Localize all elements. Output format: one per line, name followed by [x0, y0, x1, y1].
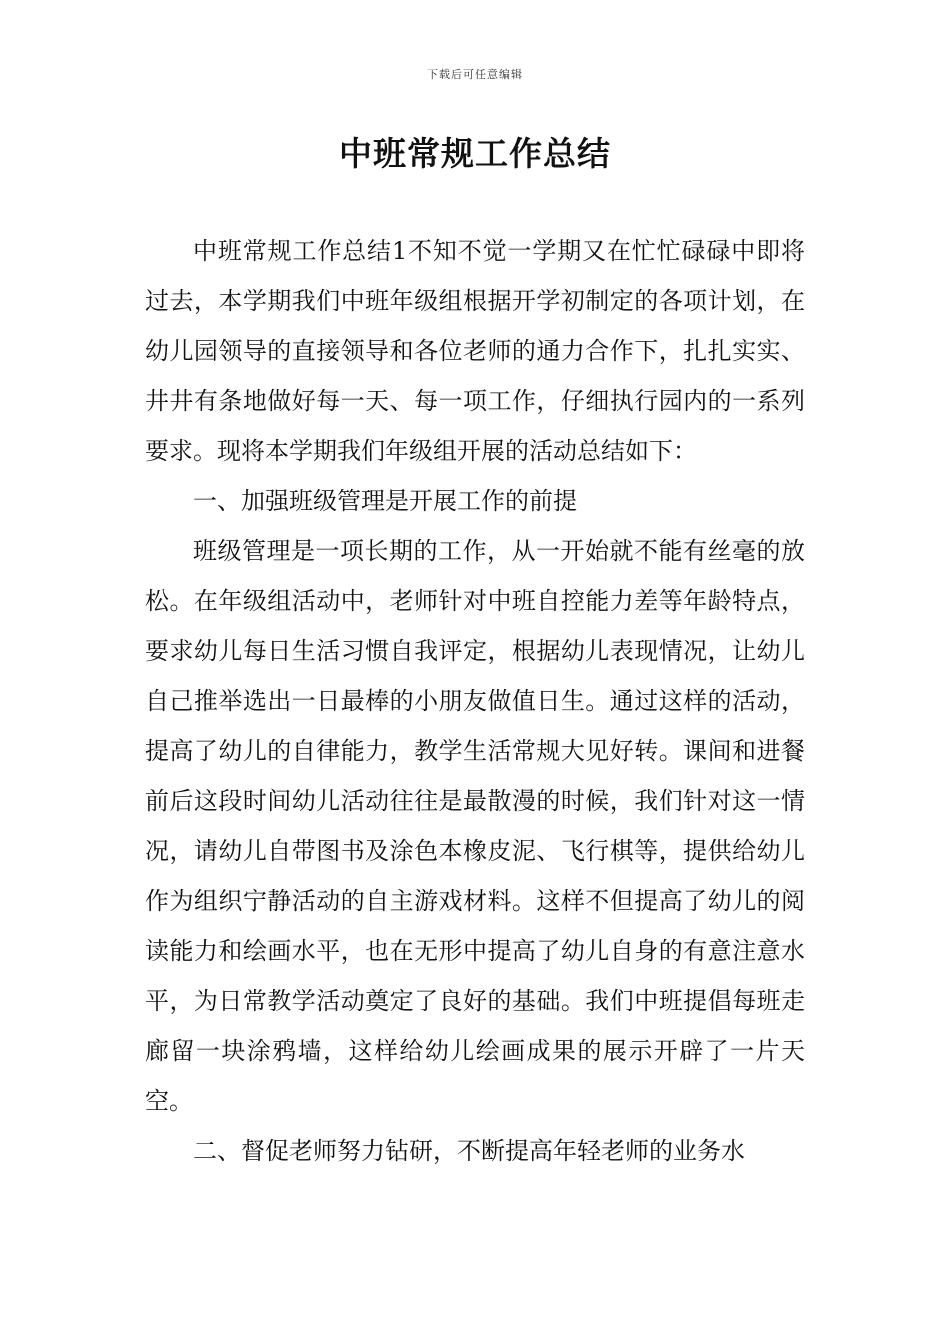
paragraph-intro: 中班常规工作总结1不知不觉一学期又在忙忙碌碌中即将过去，本学期我们中班年级组根据开学初制定的各项计划，在幼儿园领导的直接领导和各位老师的通力合作下，扎扎实实、井井有条地做好每一天、每一项工作，仔细执行园内的一系列要求。现将本学期我们年级组开展的活动总结如下： [145, 237, 805, 465]
paragraph-class-management: 班级管理是一项长期的工作，从一开始就不能有丝毫的放松。在年级组活动中，老师针对中班自控能力差等年龄特点，要求幼儿每日生活习惯自我评定，根据幼儿表现情况，让幼儿自己推举选出一日最棒的小朋友做值日生。通过这样的活动，提高了幼儿的自律能力，教学生活常规大见好转。课间和进餐前后这段时间幼儿活动往往是最散漫的时候，我们针对这一情况，请幼儿自带图书及涂色本橡皮泥、飞行棋等，提供给幼儿作为组织宁静活动的自主游戏材料。这样不但提高了幼儿的阅读能力和绘画水平，也在无形中提高了幼儿自身的有意注意水平，为日常教学活动奠定了良好的基础。我们中班提倡每班走廊留一块涂鸦墙，这样给幼儿绘画成果的展示开辟了一片天空。 [145, 537, 805, 1115]
section-heading-1: 一、加强班级管理是开展工作的前提 [193, 487, 577, 515]
section-heading-2: 二、督促老师努力钻研，不断提高年轻老师的业务水 [193, 1137, 745, 1165]
header-note: 下载后可任意编辑 [427, 68, 523, 81]
document-body [145, 226, 805, 1176]
document-title: 中班常规工作总结 [339, 134, 611, 173]
